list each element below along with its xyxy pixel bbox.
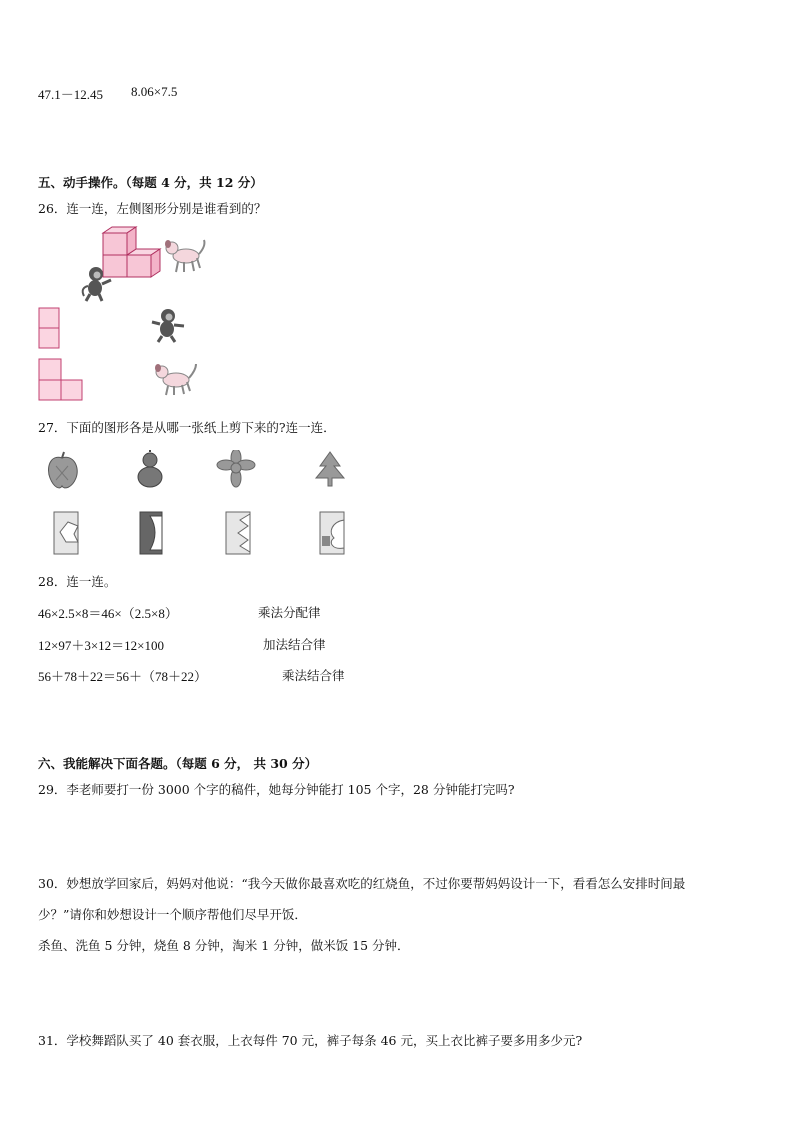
section6-heading: 六、我能解决下面各题。（每题 6 分， 共 30 分） <box>38 756 318 771</box>
question-26: 26．连一连，左侧图形分别是谁看到的？ <box>38 201 267 216</box>
question-30-line-2: 少？”请你和妙想设计一个顺序帮他们尽早开饭． <box>38 907 307 922</box>
question-28: 28．连一连。 <box>38 574 117 589</box>
expression-2: 8.06×7.5 <box>131 84 178 99</box>
question-30-line-1: 30．妙想放学回家后，妈妈对他说：“我今天做你最喜欢吃的红烧鱼，不过你要帮妈妈设计一下，看看怎么安排时间最 <box>38 876 686 891</box>
view-l-shape <box>39 359 82 400</box>
question-31: 31．学校舞蹈队买了 40 套衣服，上衣每件 70 元，裤子每条 46 元，买上衣比裤子要多用多少元? <box>38 1033 583 1048</box>
view-two-squares <box>39 308 59 348</box>
q28-right-1: 乘法分配律 <box>258 605 321 620</box>
flower-icon <box>217 450 255 487</box>
apple-icon <box>49 452 78 488</box>
tree-icon <box>316 452 344 486</box>
question-27: 27．下面的图形各是从哪一张纸上剪下来的?连一连． <box>38 420 336 435</box>
q28-left-1: 46×2.5×8＝46×（2.5×8） <box>38 606 178 621</box>
monkey-icon <box>152 309 184 342</box>
paper-1 <box>54 512 78 554</box>
q28-right-3: 乘法结合律 <box>282 668 345 683</box>
q27-figure <box>44 450 364 560</box>
q26-figure <box>36 222 216 407</box>
paper-4 <box>320 512 344 554</box>
q28-right-2: 加法结合律 <box>263 637 326 652</box>
q28-left-3: 56＋78＋22＝56＋（78＋22） <box>38 669 208 684</box>
paper-3 <box>226 512 250 554</box>
section5-heading: 五、动手操作。（每题 4 分，共 12 分） <box>38 175 263 190</box>
q28-left-2: 12×97＋3×12＝12×100 <box>38 638 164 653</box>
question-29: 29．李老师要打一份 3000 个字的稿件，她每分钟能打 105 个字，28 分钟能打完吗? <box>38 782 515 797</box>
expression-1: 47.1－12.45 <box>38 87 104 102</box>
paper-2 <box>140 512 162 554</box>
gourd-icon <box>138 450 162 487</box>
question-30-line-3: 杀鱼、洗鱼 5 分钟，烧鱼 8 分钟，淘米 1 分钟，做米饭 15 分钟． <box>38 938 410 953</box>
dog-icon <box>155 364 196 395</box>
dog-icon <box>165 240 204 272</box>
cube-stack <box>103 227 160 277</box>
